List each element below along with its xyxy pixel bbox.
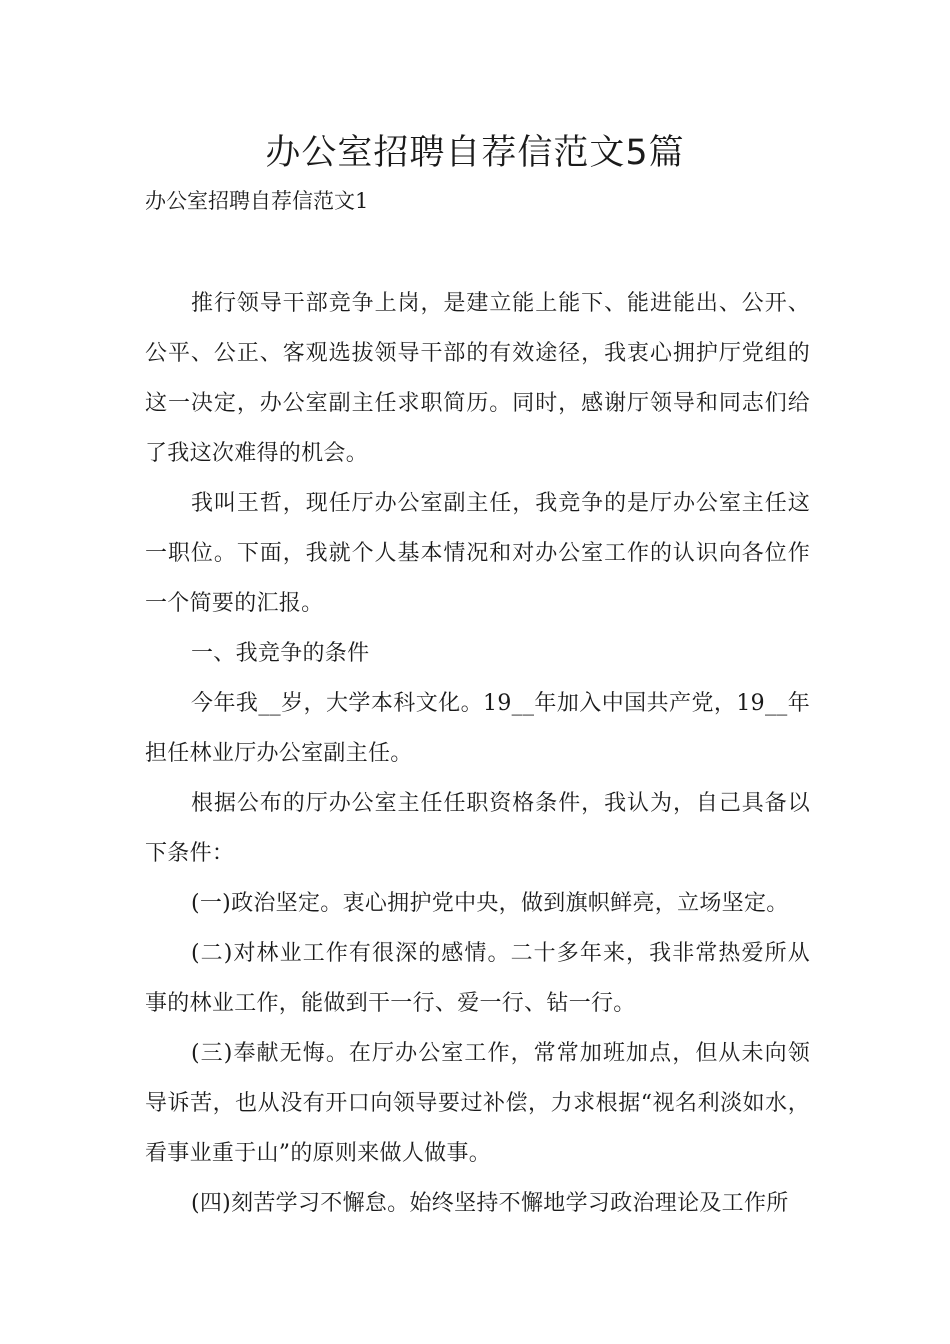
paragraph: (一)政治坚定。衷心拥护党中央，做到旗帜鲜亮，立场坚定。	[191, 891, 789, 916]
paragraph: (二)对林业工作有很深的感情。二十多年来，我非常热爱所从事的林业工作，能做到干一行、爱一行、钻一行。	[145, 941, 810, 1016]
section-title: 办公室招聘自荐信范文1	[145, 189, 369, 213]
document-title: 办公室招聘自荐信范文5篇	[265, 133, 685, 173]
paragraph: 今年我__岁，大学本科文化。19__年加入中国共产党，19__年担任林业厅办公室副主任。	[145, 691, 810, 766]
paragraph: (四)刻苦学习不懈怠。始终坚持不懈地学习政治理论及工作所	[191, 1191, 789, 1216]
document-body	[145, 279, 810, 1229]
paragraph: 根据公布的厅办公室主任任职资格条件，我认为，自己具备以下条件：	[145, 791, 810, 866]
paragraph: 我叫王哲，现任厅办公室副主任，我竞争的是厅办公室主任这一职位。下面，我就个人基本情况和对办公室工作的认识向各位作一个简要的汇报。	[145, 491, 810, 616]
paragraph-heading: 一、我竞争的条件	[191, 641, 370, 666]
paragraph: (三)奉献无悔。在厅办公室工作，常常加班加点，但从未向领导诉苦，也从没有开口向领导要过补偿，力求根据“视名利淡如水，看事业重于山”的原则来做人做事。	[145, 1041, 810, 1166]
paragraph: 推行领导干部竞争上岗，是建立能上能下、能进能出、公开、公平、公正、客观选拔领导干部的有效途径，我衷心拥护厅党组的这一决定，办公室副主任求职简历。同时，感谢厅领导和同志们给了我这次难得的机会。	[145, 291, 810, 466]
